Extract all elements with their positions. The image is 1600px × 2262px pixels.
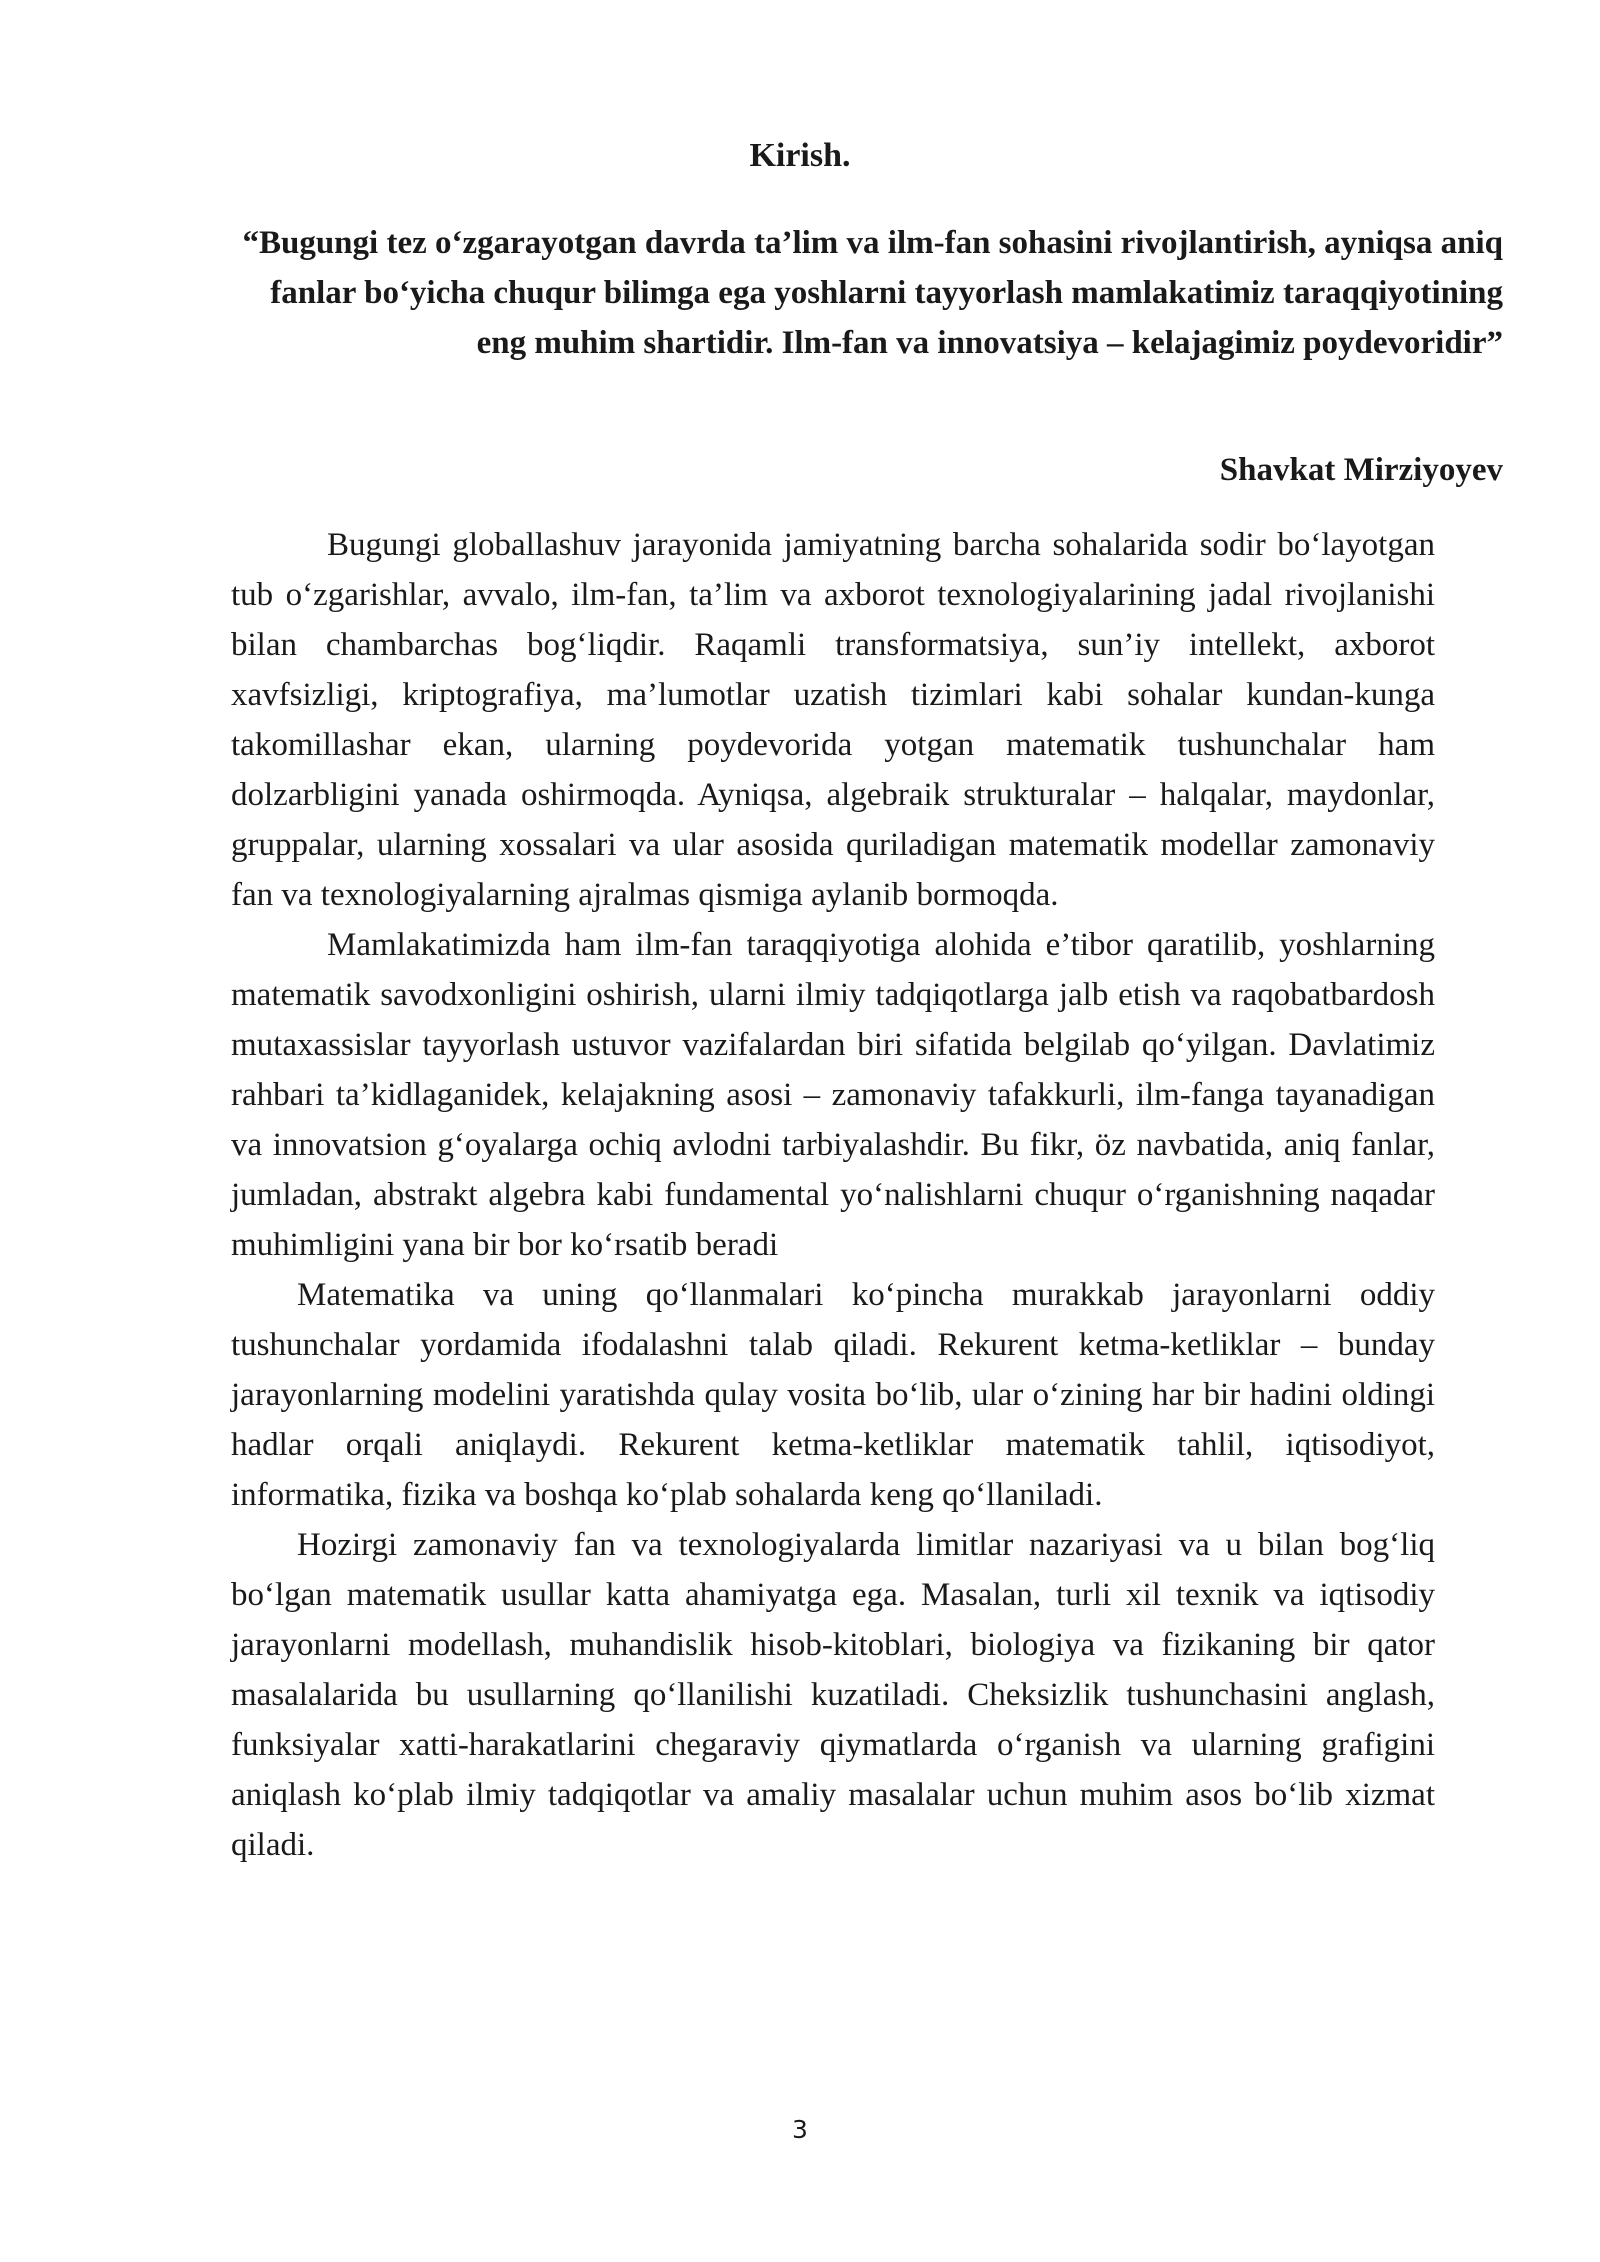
paragraph: Hozirgi zamonaviy fan va texnologiyalarda limitlar nazariyasi va u bilan bog‘liq bo‘lgan matematik usullar katta ahamiyatga ega. Masalan, turli xil texnik va iqtisodiy jarayonlarni modellash, muhandislik hisob-kitoblari, biologiya va fizikaning bir qator masalalarida bu usullarning qo‘llanilishi kuzatiladi. Cheksizlik tushunchasini anglash, funksiyalar xatti-harakatlarini chegaraviy qiymatlarda o‘rganish va ularning grafigini aniqlash ko‘plab ilmiy tadqiqotlar va amaliy masalalar uchun muhim asos bo‘lib xizmat qiladi. [231, 1527, 1435, 1863]
page-title: Kirish. [749, 137, 851, 174]
paragraph: Mamlakatimizda ham ilm-fan taraqqiyotiga alohida e’tibor qaratilib, yoshlarning matematik savodxonligini oshirish, ularni ilmiy tadqiqotlarga jalb etish va raqobatbardosh mutaxassislar tayyorlash ustuvor vazifalardan biri sifatida belgilab qo‘yilgan. Davlatimiz rahbari ta’kidlaganidek, kelajakning asosi – zamonaviy tafakkurli, ilm-fanga tayanadigan va innovatsion g‘oyalarga ochiq avlodni tarbiyalashdir. Bu fikr, öz navbatida, aniq fanlar, jumladan, abstrakt algebra kabi fundamental yo‘nalishlarni chuqur o‘rganishning naqadar muhimligini yana bir bor ko‘rsatib beradi [231, 927, 1435, 1263]
epigraph-quote: “Bugungi tez o‘zgarayotgan davrda ta’lim va ilm-fan sohasini rivojlantirish, ayniqsa aniq fanlar bo‘yicha chuqur bilimga ega yoshlarni tayyorlash mamlakatimiz taraqqiyotining eng muhim shartidir. Ilm-fan va innovatsiya – kelajagimiz poydevoridir” [242, 225, 1503, 361]
paragraph: Bugungi globallashuv jarayonida jamiyatning barcha sohalarida sodir bo‘layotgan tub o‘zgarishlar, avvalo, ilm-fan, ta’lim va axborot texnologiyalarining jadal rivojlanishi bilan chambarchas bog‘liqdir. Raqamli transformatsiya, sun’iy intellekt, axborot xavfsizligi, kriptografiya, ma’lumotlar uzatish tizimlari kabi sohalar kundan-kunga takomillashar ekan, ularning poydevorida yotgan matematik tushunchalar ham dolzarbligini yanada oshirmoqda. Ayniqsa, algebraik strukturalar – halqalar, maydonlar, gruppalar, ularning xossalari va ular asosida quriladigan matematik modellar zamonaviy fan va texnologiyalarning ajralmas qismiga aylanib bormoqda. [231, 527, 1435, 913]
body-text [231, 520, 1435, 1870]
page-number: 3 [792, 2115, 808, 2144]
paragraph: Matematika va uning qo‘llanmalari ko‘pincha murakkab jarayonlarni oddiy tushunchalar yordamida ifodalashni talab qiladi. Rekurent ketma-ketliklar – bunday jarayonlarning modelini yaratishda qulay vosita bo‘lib, ular o‘zining har bir hadini oldingi hadlar orqali aniqlaydi. Rekurent ketma-ketliklar matematik tahlil, iqtisodiyot, informatika, fizika va boshqa ko‘plab sohalarda keng qo‘llaniladi. [231, 1277, 1435, 1513]
epigraph-author: Shavkat Mirziyoyev [1219, 452, 1503, 488]
